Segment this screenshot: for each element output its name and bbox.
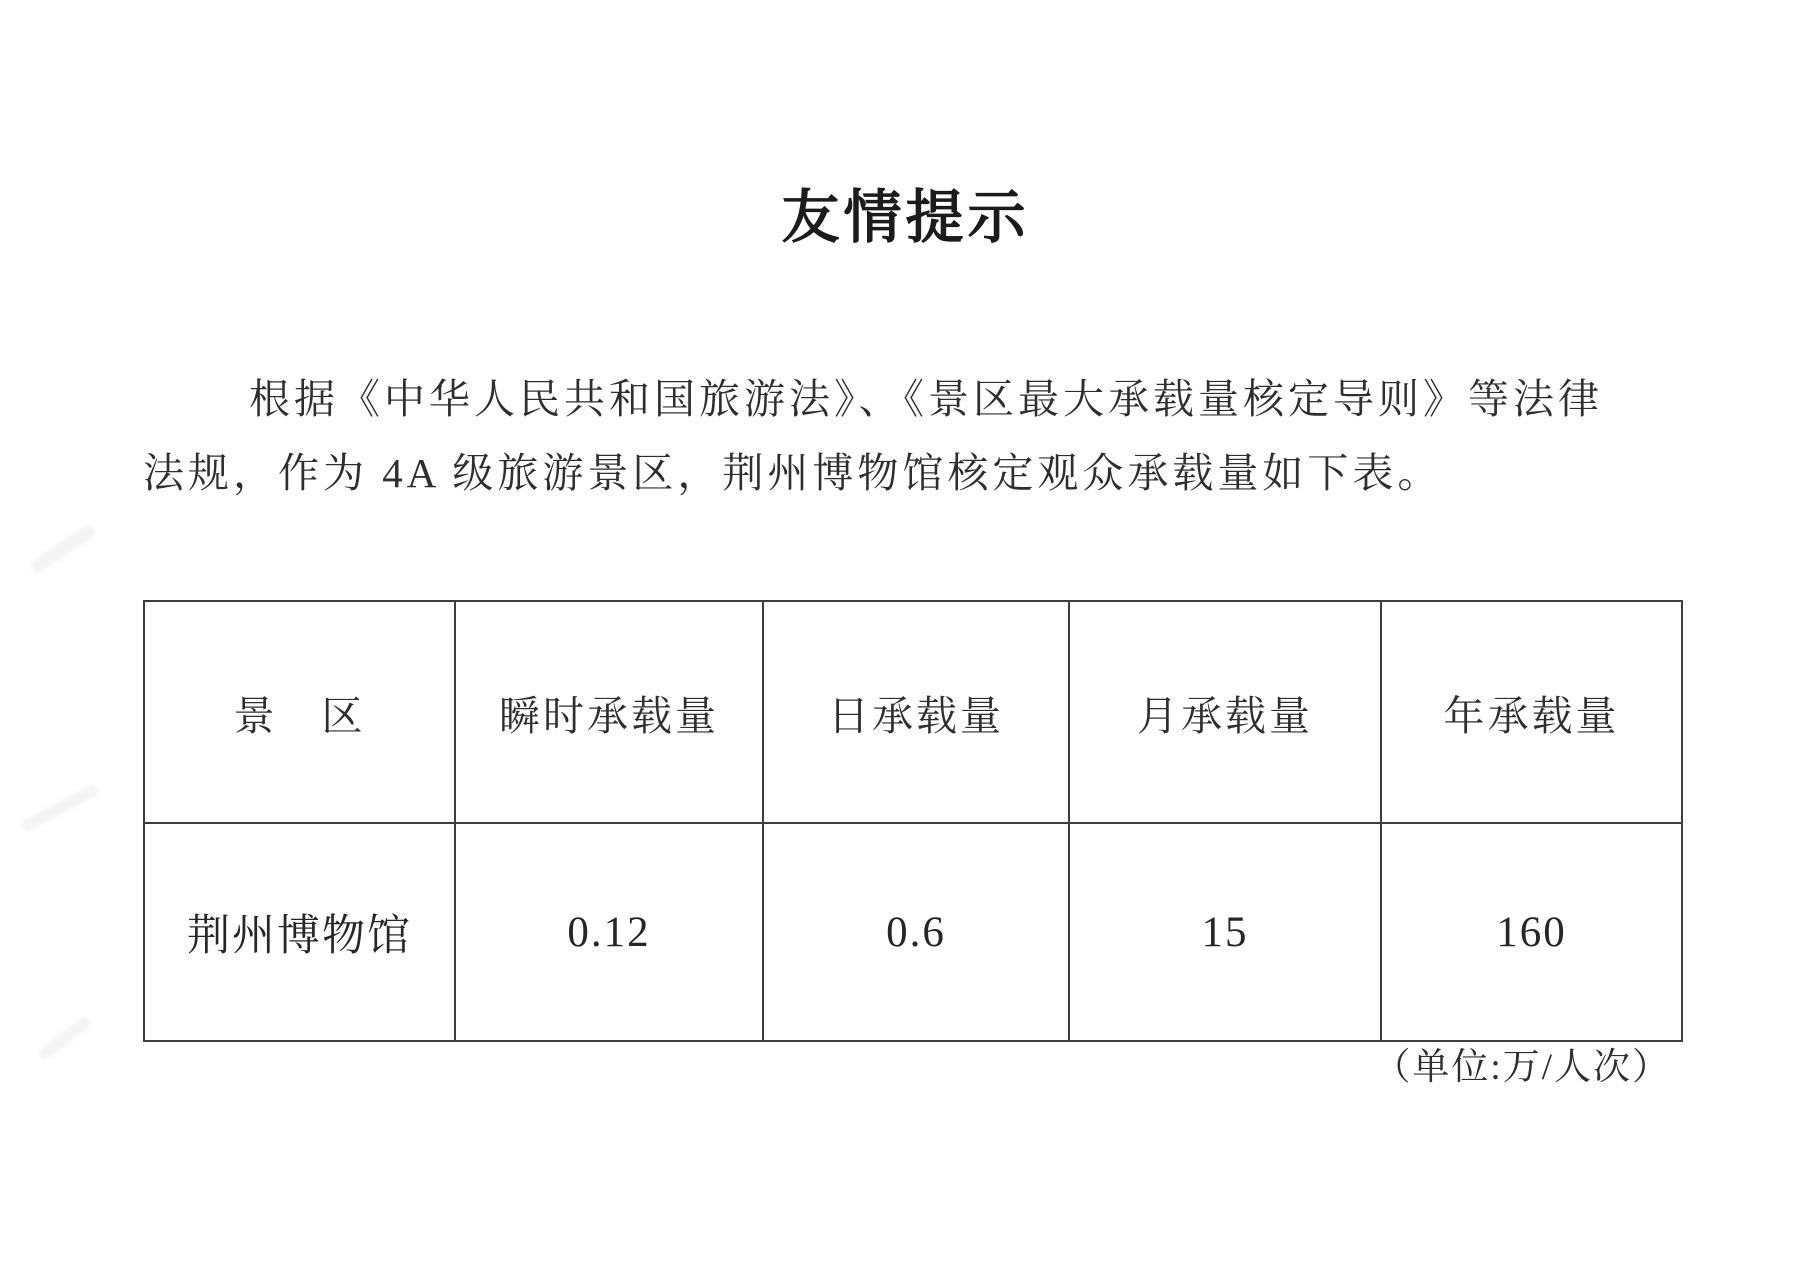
col-header-daily-capacity: 日承载量: [763, 601, 1069, 823]
cell-daily-capacity: 0.6: [763, 823, 1069, 1041]
capacity-table-body: [144, 823, 1682, 1041]
cell-scenic-area: 荆州博物馆: [144, 823, 455, 1041]
capacity-table-header: [144, 601, 1682, 823]
scan-artifact: [37, 1014, 93, 1062]
scan-artifact: [20, 783, 100, 833]
col-header-annual-capacity: 年承载量: [1381, 601, 1682, 823]
intro-paragraph-line-1: 根据《中华人民共和国旅游法》、《景区最大承载量核定导则》等法律: [249, 376, 1603, 422]
cell-instant-capacity: 0.12: [455, 823, 763, 1041]
capacity-table: [143, 600, 1683, 1042]
col-header-instant-capacity: 瞬时承载量: [455, 601, 763, 823]
col-header-scenic-area: 景 区: [144, 601, 455, 823]
unit-note: （单位:万/人次）: [1373, 1047, 1671, 1088]
page-title: 友情提示: [781, 185, 1030, 250]
intro-paragraph: [143, 362, 1671, 510]
table-row: [144, 823, 1682, 1041]
header-row: [144, 601, 1682, 823]
scan-artifact: [28, 523, 97, 576]
col-header-monthly-capacity: 月承载量: [1069, 601, 1381, 823]
intro-paragraph-line-2: 法规，作为 4A 级旅游景区，荆州博物馆核定观众承载量如下表。: [143, 450, 1443, 496]
cell-monthly-capacity: 15: [1069, 823, 1381, 1041]
cell-annual-capacity: 160: [1381, 823, 1682, 1041]
